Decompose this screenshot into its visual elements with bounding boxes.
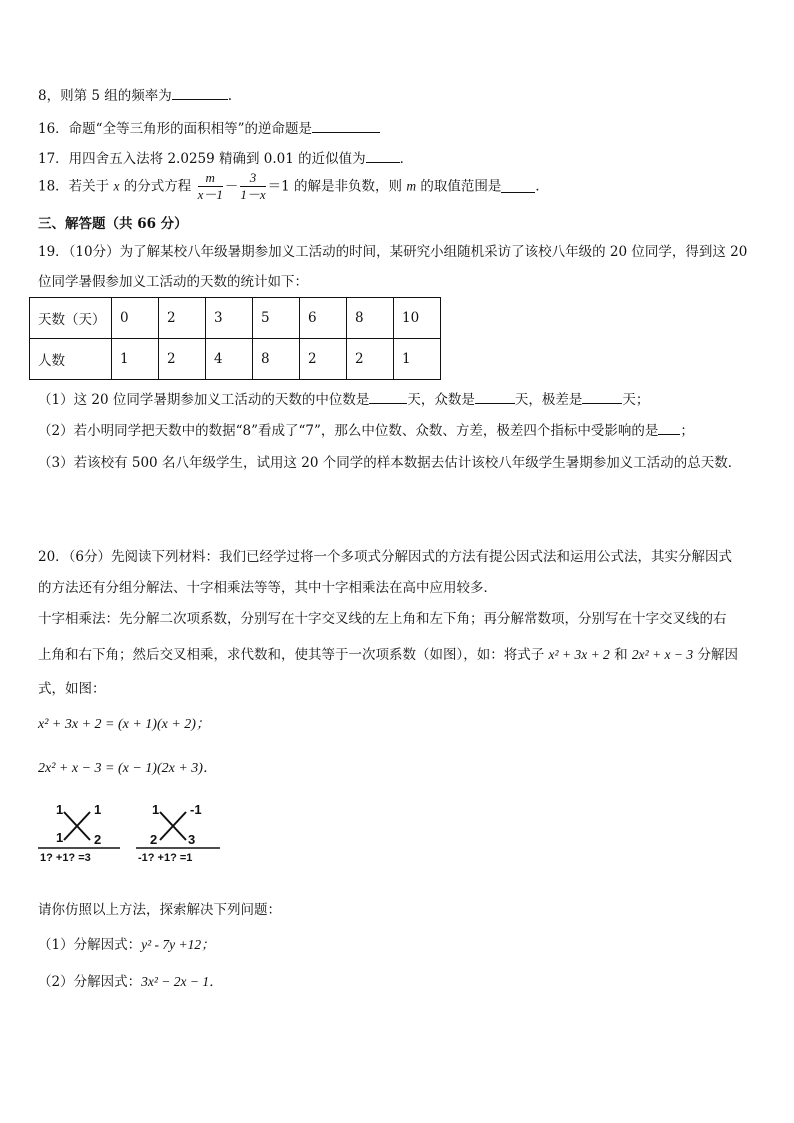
table-header-cell: 天数（天）: [30, 298, 112, 339]
answer-blank[interactable]: [658, 422, 680, 435]
question-20-line4: [38, 643, 738, 663]
question-text: 分解因: [697, 647, 738, 663]
expression: y² - 7y +12；: [141, 937, 215, 952]
question-19-sub1: [38, 388, 649, 408]
answer-blank[interactable]: [172, 87, 228, 100]
table-cell: 4: [206, 339, 253, 380]
question-end: ．: [535, 178, 549, 195]
table-cell: 0: [112, 298, 159, 339]
equation-1: x² + 3x + 2 = (x + 1)(x + 2)；: [38, 717, 210, 732]
table-cell: 1: [112, 339, 159, 380]
question-20-line3: 十字相乘法：先分解二次项系数，分别写在十字交叉线的左上角和左下角；再分解常数项，分别写在十字交叉线的右: [38, 611, 727, 627]
question-19-sub3: （3）若该校有 500 名八年级学生，试用这 20 个同学的样本数据去估计该校八年级学生暑期参加义工活动的总天数．: [38, 455, 742, 471]
denominator: x－1: [197, 187, 223, 202]
question-text: 天，极差是: [514, 392, 583, 408]
question-text: 17．用四舍五入法将 2.0259 精确到 0.01 的近似值为: [38, 151, 366, 167]
question-text: （1）分解因式：: [38, 937, 142, 953]
question-text: 8，则第 5 组的频率为: [38, 88, 172, 104]
question-text: 和: [614, 647, 628, 663]
answer-blank[interactable]: [312, 120, 380, 133]
question-text: ；: [680, 423, 694, 439]
bottom-left-coefficient: 1: [56, 830, 64, 845]
variable-x: x: [113, 178, 120, 194]
question-20-line2: 的方法还有分组分解法、十字相乘法等等，其中十字相乘法在高中应用较多．: [38, 580, 497, 596]
question-19-line1: 19．（10分）为了解某校八年级暑期参加义工活动的时间，某研究小组随机采访了该校八年级的 20 位同学，得到这 20: [38, 244, 748, 260]
variable-m: m: [406, 178, 417, 194]
table-cell: 6: [300, 298, 347, 339]
table-cell: 3: [206, 298, 253, 339]
question-17: [38, 147, 413, 167]
table-cell: 8: [253, 339, 300, 380]
cross-result: 1? +1? =3: [40, 852, 91, 864]
question-18: [38, 170, 549, 203]
question-20-sub1: [38, 933, 215, 953]
question-text: 上角和右下角；然后交叉相乘，求代数和，使其等于一次项系数（如图），如：将式子: [38, 647, 545, 663]
question-20-line5: 式，如图：: [38, 681, 106, 697]
question-text: 18．若关于: [38, 178, 114, 195]
question-text: 的解是非负数，则: [289, 178, 407, 195]
table-cell: 10: [394, 298, 441, 339]
equation-2: 2x² + x − 3 = (x − 1)(2x + 3)．: [38, 761, 217, 776]
numerator: m: [198, 170, 223, 187]
denominator: 1－x: [240, 187, 266, 202]
cross-result: -1? +1? =1: [138, 852, 193, 864]
table-cell: 8: [347, 298, 394, 339]
top-left-coefficient: 1: [56, 802, 64, 817]
question-end: ．: [399, 151, 414, 167]
answer-blank[interactable]: [366, 150, 400, 163]
section-title: 三、解答题（共 66 分）: [38, 216, 188, 232]
bottom-left-coefficient: 2: [150, 832, 158, 847]
question-8-tail: [38, 84, 232, 104]
table-cell: 2: [159, 339, 206, 380]
minus-sign: －: [224, 178, 239, 195]
stats-table: [29, 297, 441, 380]
expression: 3x² − 2x − 1．: [141, 974, 223, 989]
question-text: 16．命题“全等三角形的面积相等”的逆命题是: [38, 121, 312, 137]
question-19-sub2: [38, 419, 694, 439]
table-header-cell: 人数: [30, 339, 112, 380]
expression: x² + 3x + 2: [548, 647, 610, 662]
question-20-sub2: [38, 970, 223, 990]
top-right-constant: -1: [190, 802, 202, 817]
table-row: [30, 298, 441, 339]
fraction-m-over-x-1: [198, 170, 223, 203]
question-text: 天，众数是: [407, 392, 475, 408]
question-20-prompt: 请你仿照以上方法，探索解决下列问题：: [38, 902, 281, 918]
cross-diagram-1: [34, 800, 126, 872]
table-cell: 1: [394, 339, 441, 380]
question-19-line2: 位同学暑假参加义工活动的天数的统计如下：: [38, 274, 308, 290]
table-cell: 2: [159, 298, 206, 339]
table-cell: 2: [300, 339, 347, 380]
answer-blank[interactable]: [501, 180, 535, 193]
equals-one: ＝1: [267, 178, 290, 195]
question-text: 的取值范围是: [416, 178, 502, 195]
numerator: 3: [240, 170, 265, 187]
question-text: （2）分解因式：: [38, 974, 142, 990]
table-cell: 2: [347, 339, 394, 380]
answer-blank[interactable]: [475, 391, 515, 404]
bottom-right-constant: 2: [94, 832, 102, 847]
table-cell: 5: [253, 298, 300, 339]
question-text: （1）这 20 位同学暑期参加义工活动的天数的中位数是: [38, 392, 370, 408]
question-text: 天；: [622, 392, 650, 408]
cross-diagram-2: [132, 800, 224, 872]
question-end: .: [227, 88, 233, 104]
fraction-3-over-1-x: [240, 170, 265, 203]
expression: 2x² + x − 3: [631, 647, 694, 662]
table-row: [30, 339, 441, 380]
answer-blank[interactable]: [369, 391, 407, 404]
question-20-line1: 20．（6分）先阅读下列材料：我们已经学过将一个多项式分解因式的方法有提公因式法和运用公式法，其实分解因式: [38, 549, 733, 565]
question-text: （2）若小明同学把天数中的数据“8”看成了“7”，那么中位数、众数、方差，极差四个指标中受影响的是: [38, 423, 659, 439]
answer-blank[interactable]: [582, 391, 622, 404]
question-16: [38, 117, 380, 137]
question-text: 的分式方程: [119, 178, 196, 195]
bottom-right-constant: 3: [188, 832, 196, 847]
top-left-coefficient: 1: [152, 802, 160, 817]
top-right-constant: 1: [94, 802, 102, 817]
